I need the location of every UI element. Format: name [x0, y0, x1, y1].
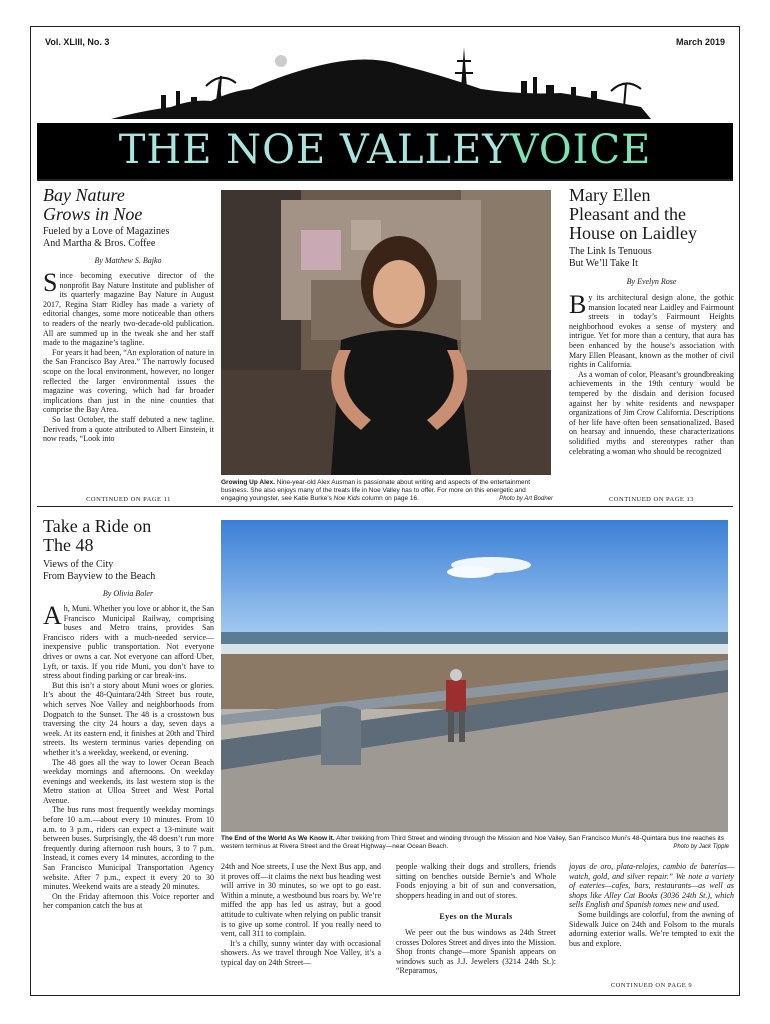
paragraph: y its architectural design alone, the gothic mansion located near Laidley and Fairmount streets in today’s Fairmount Heights neighborhood evokes a sense of mystery and intrigue. Yet for more than a century, that aura has been enhanced by the house’s association with Mary Ellen Pleasant, known as the mother of civil rights in California. [569, 293, 734, 370]
paragraph: On the Friday afternoon this Voice reporter and her companion catch the bus at [43, 891, 214, 911]
paragraph: It’s a chilly, sunny winter day with occasional showers. As we travel through Noe Valley, it’s a typical day on 24th Street— [221, 938, 381, 967]
masthead-main: THE NOE VALLEY [118, 127, 510, 173]
article-headline-bay-nature: Bay Nature Grows in Noe [43, 185, 143, 224]
article-col3-48 [396, 862, 556, 992]
dropcap: B [569, 293, 587, 319]
paragraph: ince becoming executive director of the nonprofit Bay Nature Institute and publisher of its quarterly magazine Bay Nature in August 2017, Regina Starr Ridley has made a variety of editorial changes, some more noticeable than others to readers of the nearly two-decade-old publication. All are summed up in the tweak she and her staff made to the magazine’s tagline. [43, 271, 214, 348]
article-col2-48 [221, 862, 381, 992]
issue-date: March 2019 [675, 37, 725, 47]
masthead-voice: VOICE [509, 127, 652, 173]
dropcap: S [43, 271, 58, 297]
paragraph: h, Muni. Whether you love or abhor it, the San Francisco Municipal Railway, comprising buses and Metro trains, provides San Francisco riders with a much-needed service—inexpensive public transportation. Not everyone drives or owns a car. Not everyone can afford Uber, Lyft, or taxis. If you ride Muni, you don’t have to stress about finding parking or car break-ins. [43, 604, 214, 681]
continued-link-48[interactable]: CONTINUED ON PAGE 9 [610, 982, 693, 989]
paragraph: As a woman of color, Pleasant’s groundbreaking achievements in the 19th century would be tempered by the disdain and derision focused against her by white residents and newspaper organizations of Jim Crow California. Descriptions of her life have often been sensationalized. Based on hearsay and innuendo, these characterizations solidified myths and stereotypes rather than celebrating a woman who should be recognized [569, 369, 734, 456]
volume-label: Vol. XLIII, No. 3 [45, 37, 110, 47]
article-col4-48 [569, 862, 734, 980]
photo-credit: Photo by Jack Tipple [673, 844, 729, 850]
paragraph: 24th and Noe streets, I use the Next Bus app, and it proves off—it claims the next bus heading west will arrive in 30 minutes, so we opt to go east. Within a minute, a westbound bus roars by. We’re miffed the app has led us astray, but a good attitude to cultivate when relying on public transit is to give up some control. If you really need to vent, call 311 to complain. [221, 862, 381, 939]
masthead-underline [37, 179, 733, 181]
article-body-bay-nature [43, 271, 214, 489]
article-deck-48: Views of the City From Bayview to the Beach [43, 559, 156, 582]
byline-48: By Olivia Boler [102, 589, 154, 598]
photo-credit: Photo by Art Bodner [499, 496, 553, 502]
caption-title: Growing Up Alex. [221, 479, 275, 486]
skyline-illustration [101, 41, 661, 125]
paragraph: Some buildings are colorful, from the awning of Sidewalk Juice on 24th and Folsom to the murals adorning exterior walls. We’re tempted to exit the bus and explore. [569, 909, 734, 948]
continued-link-bay-nature[interactable]: CONTINUED ON PAGE 11 [86, 496, 171, 503]
masthead-title [37, 123, 733, 177]
paragraph: But this isn’t a story about Muni woes or glories. It’s about the 48-Quintara/24th Street bus route, which serves Noe Valley and neighborhoods from Dogpatch to the Sunset. The 48 is a crosstown bus traversing the city 24 hours a day, seven days a week. At its eastern end, it finishes at 20th and Third streets. Its western terminus varies depending on whether it’s a weekday, weekend, or evening. [43, 680, 214, 757]
article-deck-bay-nature: Fueled by a Love of Magazines And Martha & Bros. Coffee [43, 226, 170, 249]
article-deck-mary-ellen: The Link Is Tenuous But We’ll Take It [569, 246, 652, 269]
caption-title: The End of the World As We Know It. [221, 835, 335, 842]
caption-column-name: Noe Kids [333, 495, 360, 502]
paragraph: people walking their dogs and strollers, friends sitting on benches outside Bernie’s and Whole Foods enjoying a bit of sun and conversation, shoppers heading in and out of stores. [396, 862, 556, 900]
subhead-murals: Eyes on the Murals [439, 912, 513, 922]
paragraph: joyas de oro, plata-relojes, cambio de baterías—watch, gold, and silver repair.” We note a variety of eateries—cafes, bars, restaurants—as well as shops like Alley Cat Books (3036 24th St.), which sells English and Spanish tomes new and used. [569, 862, 734, 910]
paragraph: For years it had been, “An exploration of nature in the San Francisco Bay Area.” The narrowly focused scope on the local environment, however, no longer reflected the larger environmental issues the magazine was covering, which had far broader implications than just in the nine counties that comprise the Bay Area. [43, 347, 214, 415]
photo-girl [221, 190, 551, 475]
masthead [37, 123, 733, 179]
paragraph: The 48 goes all the way to lower Ocean Beach weekday mornings and afternoons. On weekday evenings and weekends, its last western stop is the Metro station at Ulloa Street and West Portal Avenue. [43, 757, 214, 805]
paragraph: The bus runs most frequently weekday mornings before 10 a.m.—about every 10 minutes. From 10 a.m. to 3 p.m., riders can expect a 13-minute wait between buses. Surprisingly, the 48 doesn’t run more frequently during afternoon rush hours, 3 to 7 p.m. Instead, it comes every 14 minutes, according to the San Francisco Municipal Transportation Agency website. After 7 p.m., expect it every 20 to 30 minutes. Weekend waits are a steady 20 minutes. [43, 805, 214, 892]
caption-text: Nine-year-old Alex Ausman is passionate about writing and aspects of the entertainment business. She also enjoys many of the treats life in Noe Valley has to offer. For more on this energetic and engaging youngster, see Katie Burke’s [221, 479, 531, 502]
byline-mary-ellen: By Evelyn Rose [626, 277, 677, 286]
article-body-mary-ellen [569, 293, 734, 489]
article-headline-48: Take a Ride on The 48 [43, 516, 152, 555]
caption-girl [221, 479, 553, 503]
continued-link-mary-ellen[interactable]: CONTINUED ON PAGE 13 [608, 496, 695, 503]
newspaper-page [30, 26, 740, 996]
caption-text: After trekking from Third Street and winding through the Mission and Noe Valley, San Francisco Muni’s 48-Quintara bus line reaches its western terminus at Rivera Street and the Great Highway—near Ocean Beach. [221, 835, 724, 850]
article-headline-mary-ellen: Mary Ellen Pleasant and the House on Laidley [569, 185, 697, 243]
paragraph: So last October, the staff debuted a new tagline. Derived from a quote attributed to Albert Einstein, it now reads, “Look into [43, 414, 214, 444]
photo-ocean-beach [221, 520, 728, 832]
caption-tail: column on page 16. [360, 495, 419, 502]
caption-ocean-beach [221, 835, 729, 851]
byline-bay-nature: By Matthew S. Bajko [94, 256, 162, 265]
article-body-48 [43, 604, 214, 992]
section-divider [37, 506, 733, 507]
dropcap: A [43, 604, 62, 630]
paragraph: We peer out the bus windows as 24th Street crosses Dolores Street and dives into the Mission. Shop fronts change—more Spanish appears on windows such as J.J. Jewelers (3214 24th St.): “Reparamos, [396, 927, 556, 976]
